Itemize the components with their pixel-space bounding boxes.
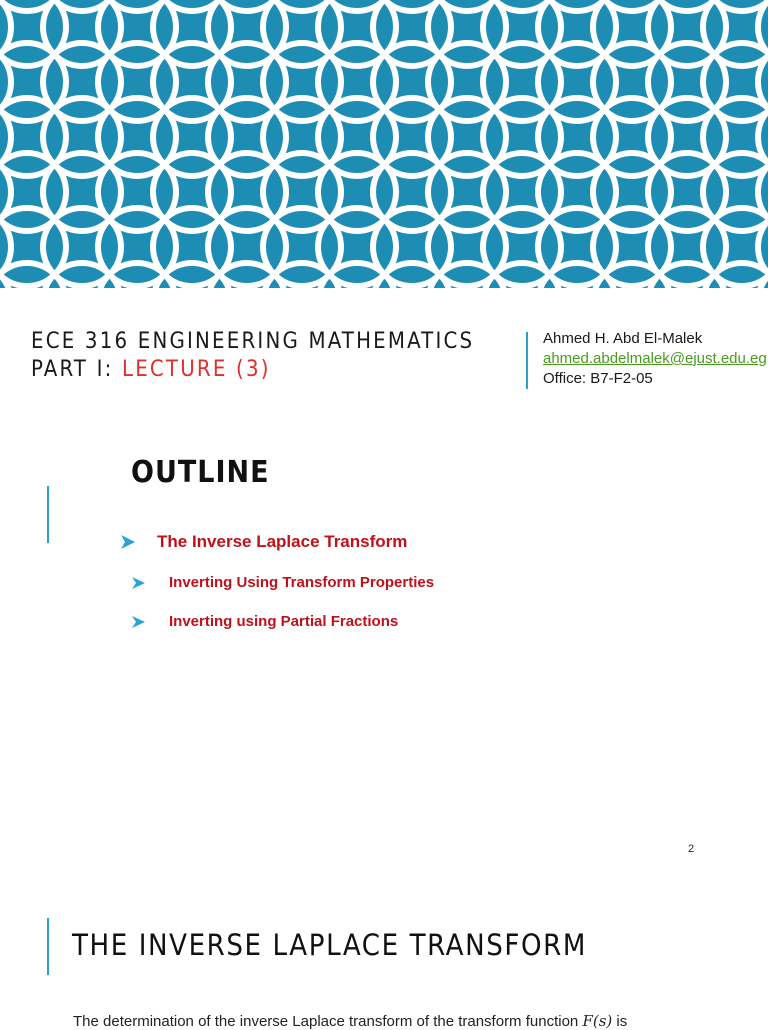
outline-divider [47,486,49,543]
outline-item [121,532,407,552]
arrow-bullet-icon [132,615,146,629]
outline-heading: OUTLINE [131,455,270,490]
outline-subitem-label: Inverting using Partial Fractions [169,613,399,630]
outline-subitem-label: Inverting Using Transform Properties [169,574,435,591]
section-body-text [73,1012,627,1030]
lecture-subtitle [31,356,474,384]
outline-item-label: The Inverse Laplace Transform [157,532,408,551]
part-label: PART I: [31,357,122,382]
author-office: Office: B7-F2-05 [543,370,653,387]
presentation-title [31,328,474,384]
course-title: ECE 316 ENGINEERING MATHEMATICS [31,329,475,354]
body-text-start: The determination of the inverse Laplace transform of the transform function [73,1013,583,1030]
lecture-label: LECTURE (3) [121,357,271,382]
arrow-bullet-icon [121,535,135,549]
outline-subitem [132,574,434,591]
math-expression: F(s) [582,1012,613,1030]
author-name: Ahmed H. Abd El-Malek [543,330,703,347]
section-divider [47,918,49,975]
outline-subitem [132,613,398,630]
page-number: 2 [688,843,695,855]
section-heading: THE INVERSE LAPLACE TRANSFORM [72,928,587,962]
author-divider [526,332,528,389]
author-info [543,329,767,389]
arrow-bullet-icon [132,576,146,590]
body-text-end: is [612,1013,628,1030]
author-email-link[interactable]: ahmed.abdelmalek@ejust.edu.eg [543,350,767,367]
decorative-pattern-banner [0,0,768,288]
